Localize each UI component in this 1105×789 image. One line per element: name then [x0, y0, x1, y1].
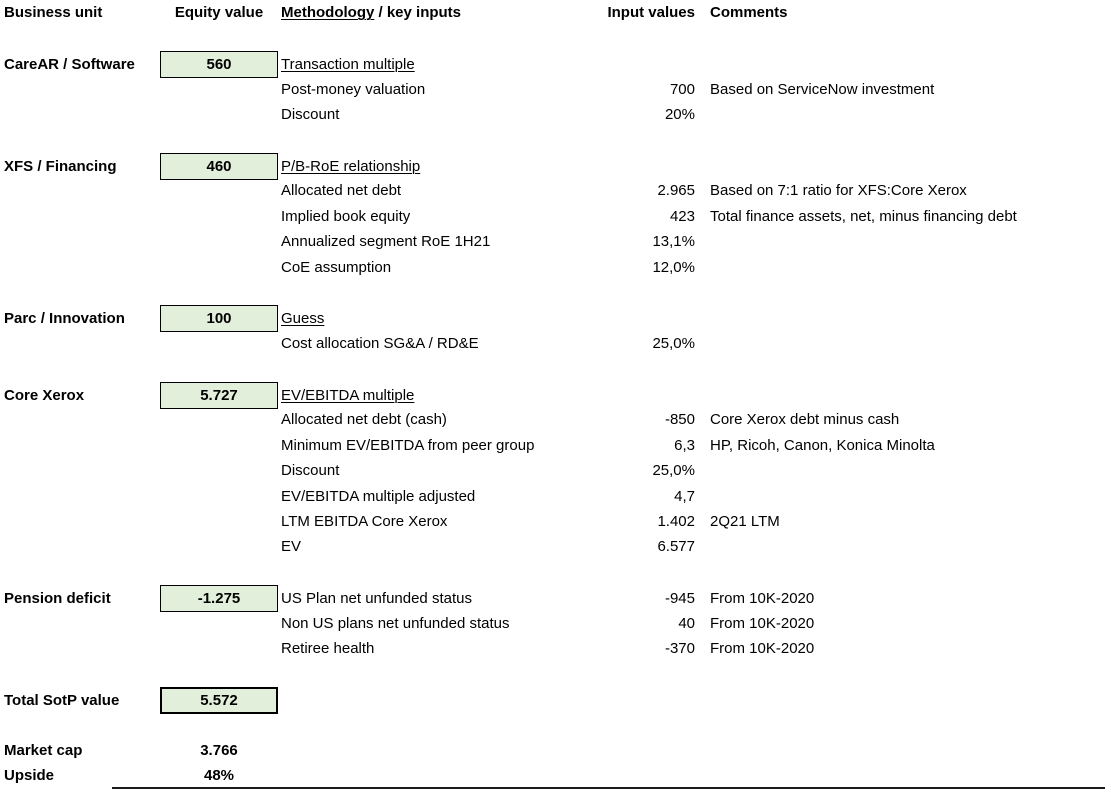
input-value-cell[interactable]: 6,3	[674, 436, 695, 454]
methodology-title: Guess	[281, 310, 325, 328]
methodology-title: Transaction multiple	[281, 55, 415, 73]
input-value-cell[interactable]: -370	[664, 640, 695, 658]
business-unit-label: CareAR / Software	[4, 55, 135, 73]
input-label: EV/EBITDA multiple adjusted	[281, 487, 476, 505]
spacer-row	[0, 127, 1105, 152]
col-header-methodology-suffix: / key inputs	[374, 4, 462, 22]
input-value-cell[interactable]: 25,0%	[652, 334, 695, 352]
total-row	[0, 687, 1105, 712]
input-value-cell[interactable]: -945	[664, 590, 695, 608]
detail-row	[0, 407, 1105, 432]
section-row-parc	[0, 305, 1105, 330]
detail-row	[0, 331, 1105, 356]
equity-value-cell[interactable]: 560	[160, 51, 278, 78]
upside-label: Upside	[4, 767, 55, 785]
input-label: Non US plans net unfunded status	[281, 614, 510, 632]
business-unit-label: Parc / Innovation	[4, 310, 125, 328]
business-unit-label: XFS / Financing	[4, 157, 117, 175]
input-value-cell[interactable]: 423	[669, 207, 695, 225]
input-value-cell[interactable]: 40	[678, 614, 695, 632]
comment-text: From 10K-2020	[710, 614, 815, 632]
input-label: Allocated net debt (cash)	[281, 411, 447, 429]
header-row	[0, 0, 1105, 25]
upside-row	[0, 763, 1105, 788]
detail-row	[0, 102, 1105, 127]
spacer-row	[0, 560, 1105, 585]
detail-row	[0, 76, 1105, 101]
equity-value-cell[interactable]: 460	[160, 153, 278, 180]
input-value-cell[interactable]: 25,0%	[652, 462, 695, 480]
comment-text: Core Xerox debt minus cash	[710, 411, 900, 429]
comment-text: 2Q21 LTM	[710, 512, 780, 530]
spacer-row	[0, 661, 1105, 686]
methodology-title: EV/EBITDA multiple	[281, 386, 415, 404]
col-header-comments: Comments	[710, 4, 788, 22]
input-label: Implied book equity	[281, 207, 411, 225]
business-unit-label: Pension deficit	[4, 590, 111, 608]
section-row-pension	[0, 585, 1105, 610]
input-label: Cost allocation SG&A / RD&E	[281, 334, 479, 352]
comment-text: HP, Ricoh, Canon, Konica Minolta	[710, 436, 935, 454]
col-header-equity-value: Equity value	[174, 4, 264, 22]
section-row-xfs	[0, 153, 1105, 178]
col-header-input-values: Input values	[607, 4, 695, 22]
input-value-cell[interactable]: 1.402	[657, 512, 695, 530]
input-value-cell[interactable]: 700	[669, 80, 695, 98]
detail-row	[0, 483, 1105, 508]
comment-text: Based on 7:1 ratio for XFS:Core Xerox	[710, 182, 967, 200]
detail-row	[0, 178, 1105, 203]
comment-text: From 10K-2020	[710, 590, 815, 608]
spacer-row	[0, 280, 1105, 305]
input-value-cell[interactable]: 12,0%	[652, 258, 695, 276]
market-cap-label: Market cap	[4, 741, 83, 759]
spacer-row	[0, 356, 1105, 381]
detail-row	[0, 611, 1105, 636]
input-value-cell[interactable]: 20%	[664, 105, 695, 123]
market-cap-value: 3.766	[200, 741, 238, 759]
detail-row	[0, 458, 1105, 483]
input-label: EV	[281, 538, 302, 556]
input-label: Discount	[281, 462, 340, 480]
equity-value-cell[interactable]: -1.275	[160, 585, 278, 612]
input-label: LTM EBITDA Core Xerox	[281, 512, 448, 530]
input-label: Allocated net debt	[281, 182, 402, 200]
input-value-cell[interactable]: 13,1%	[652, 233, 695, 251]
comment-text: Total finance assets, net, minus financing debt	[710, 207, 1017, 225]
total-value-cell[interactable]: 5.572	[160, 687, 278, 714]
col-header-business-unit: Business unit	[4, 4, 103, 22]
input-label: Post-money valuation	[281, 80, 426, 98]
input-label: Discount	[281, 105, 340, 123]
equity-value-cell[interactable]: 100	[160, 305, 278, 332]
detail-row	[0, 636, 1105, 661]
section-row-carear	[0, 51, 1105, 76]
section-row-core-xerox	[0, 382, 1105, 407]
input-label: US Plan net unfunded status	[281, 590, 472, 608]
comment-text: Based on ServiceNow investment	[710, 80, 935, 98]
detail-row	[0, 432, 1105, 457]
col-header-methodology-underlined: Methodology	[281, 4, 375, 22]
upside-value: 48%	[203, 767, 235, 785]
business-unit-label: Core Xerox	[4, 386, 85, 404]
spacer-row	[0, 712, 1105, 737]
market-cap-row	[0, 738, 1105, 763]
detail-row	[0, 229, 1105, 254]
input-label: Retiree health	[281, 640, 375, 658]
total-label: Total SotP value	[4, 691, 120, 709]
input-value-cell[interactable]: 6.577	[657, 538, 695, 556]
input-value-cell[interactable]: 4,7	[674, 487, 695, 505]
comment-text: From 10K-2020	[710, 640, 815, 658]
detail-row	[0, 254, 1105, 279]
spacer-row	[0, 25, 1105, 50]
detail-row	[0, 534, 1105, 559]
input-value-cell[interactable]: -850	[664, 411, 695, 429]
detail-row	[0, 509, 1105, 534]
input-label: Annualized segment RoE 1H21	[281, 233, 491, 251]
detail-row	[0, 204, 1105, 229]
input-label: Minimum EV/EBITDA from peer group	[281, 436, 535, 454]
methodology-title: P/B-RoE relationship	[281, 157, 421, 175]
input-label: CoE assumption	[281, 258, 392, 276]
col-header-methodology	[278, 4, 600, 21]
equity-value-cell[interactable]: 5.727	[160, 382, 278, 409]
input-value-cell[interactable]: 2.965	[657, 182, 695, 200]
